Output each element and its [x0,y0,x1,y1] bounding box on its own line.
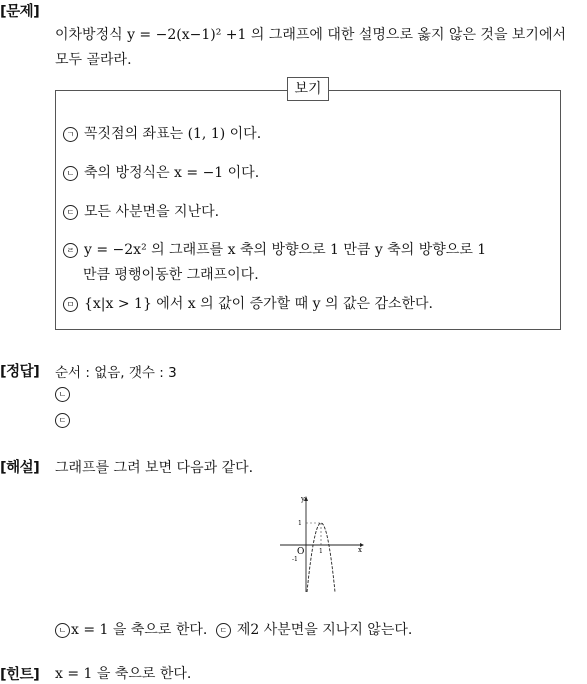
parabola-curve [307,523,335,592]
circled-mark: ㄹ [63,243,78,258]
answer-tag: [정답] [0,364,40,380]
choice-text: 꼭짓점의 좌표는 (1, 1) 이다. [84,126,262,142]
parabola-graph [276,492,368,596]
choice-text: y = −2x² 의 그래프를 x 축의 방향으로 1 만큼 y 축의 방향으로 1 [84,242,487,258]
y-axis-label: y [301,495,305,503]
answer-choice-1 [55,386,76,402]
circled-mark: ㄱ [63,127,78,142]
problem-tag: [문제] [0,4,40,20]
y-tick-label: 1 [298,520,302,527]
choice-text: 축의 방정식은 x = −1 이다. [84,165,260,181]
answer-summary: 순서 : 없음, 갯수 : 3 [55,365,177,381]
circled-mark: ㅁ [63,297,78,312]
note-text-1: x = 1 을 축으로 한다. [71,622,208,638]
origin-label: O [297,547,305,557]
choice-item-3 [63,201,219,221]
hint-tag: [힌트] [0,667,40,683]
choice-text: 모든 사분면을 지난다. [84,204,220,220]
choice-item-4 [63,239,486,259]
choice-text: {x|x > 1} 에서 x 의 값이 증가할 때 y 의 값은 감소한다. [84,296,434,312]
choice-item-4-cont: 만큼 평행이동한 그래프이다. [83,267,259,283]
circled-mark: ㄴ [63,166,78,181]
note-text-2: 제2 사분면을 지나지 않는다. [236,622,413,638]
explanation-tag: [해설] [0,460,40,476]
circled-mark: ㄷ [63,205,78,220]
choice-item-2 [63,162,259,182]
problem-line-2: 모두 골라라. [55,52,132,68]
y-neg-tick-label: -1 [292,556,298,563]
problem-line-1: 이차방정식 y = −2(x−1)² +1 의 그래프에 대한 설명으로 옳지 않은 것을 보기에서 [55,27,567,43]
x-axis-label: x [358,546,362,554]
answer-choice-2 [55,412,76,428]
choice-item-1 [63,123,261,143]
circled-mark: ㄷ [55,413,70,428]
circled-mark: ㄴ [55,387,70,402]
choices-box-title: 보기 [287,77,329,101]
explanation-text: 그래프를 그려 보면 다음과 같다. [55,460,254,476]
choice-item-5 [63,293,433,313]
explanation-note [55,619,412,639]
circled-mark: ㄴ [55,623,70,638]
hint-text: x = 1 을 축으로 한다. [55,666,192,682]
circled-mark: ㄷ [216,623,231,638]
x-tick-label: 1 [319,548,323,555]
